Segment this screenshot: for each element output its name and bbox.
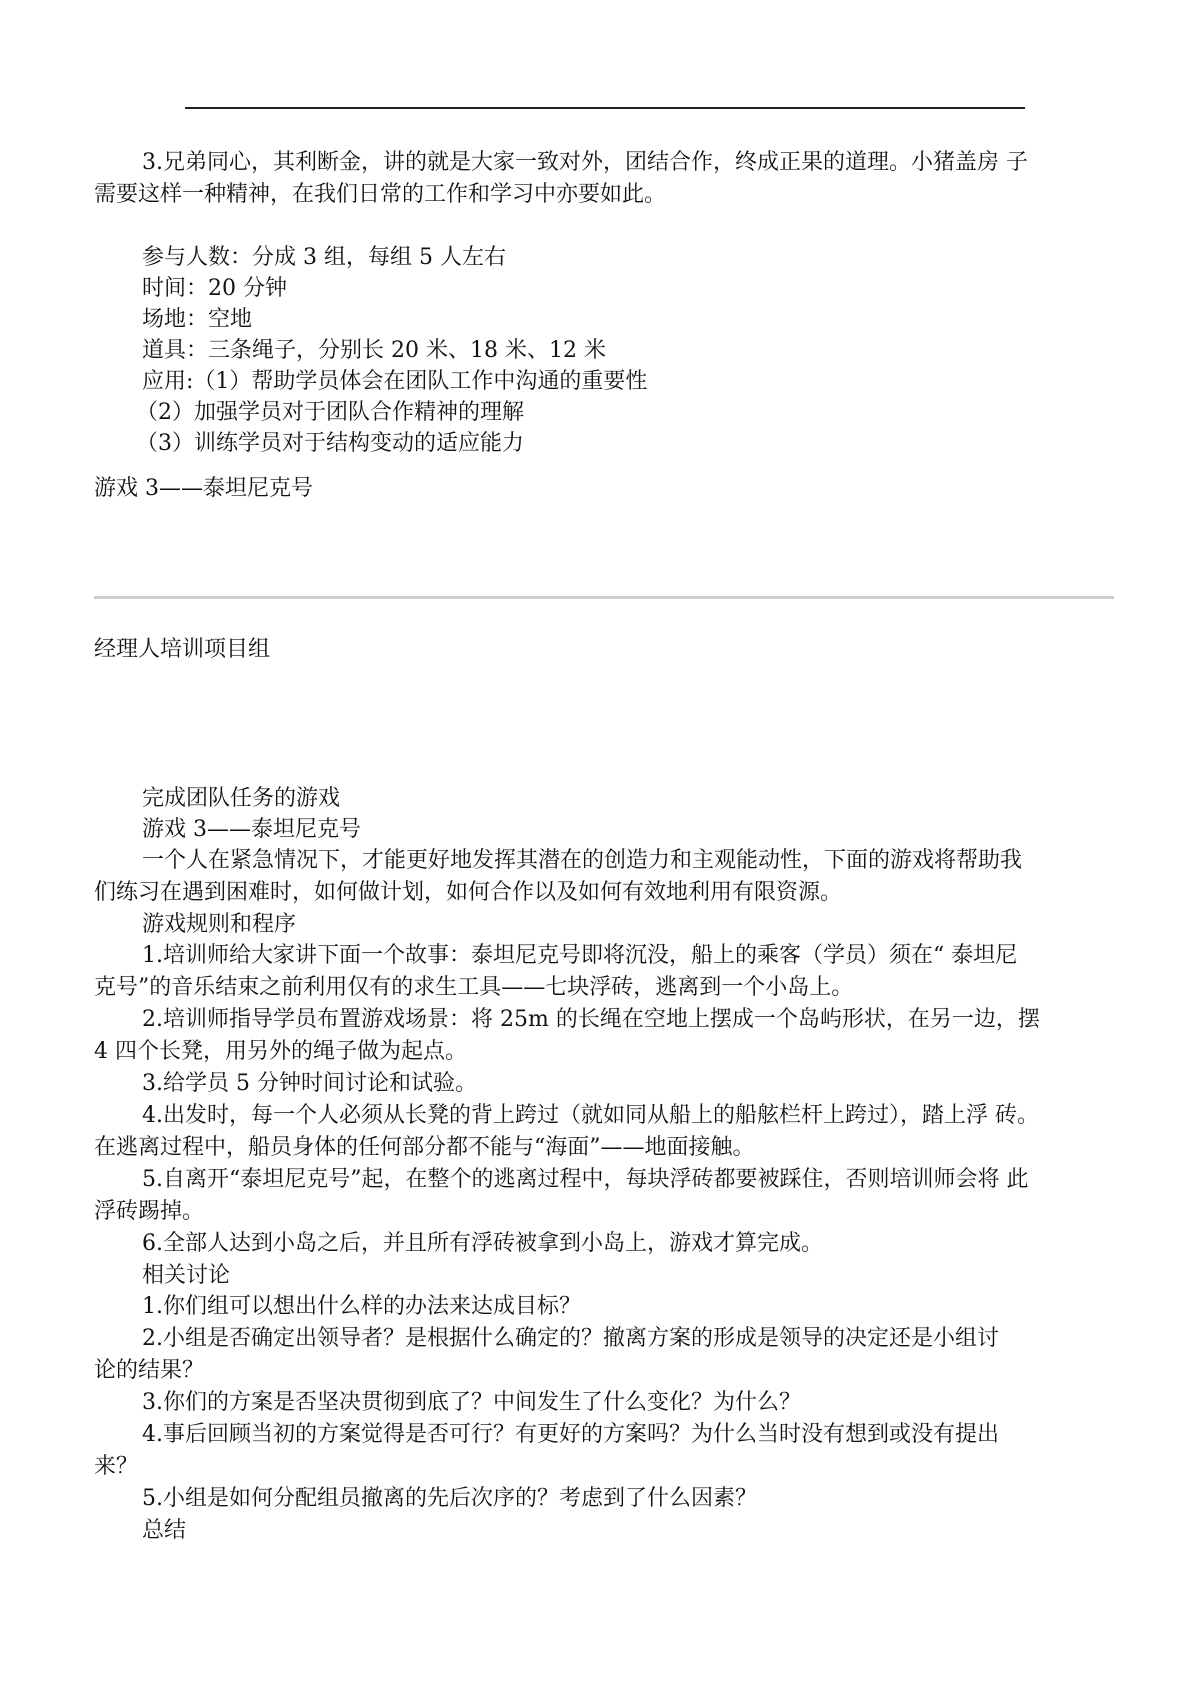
discussion-line: 4.事后回顾当初的方案觉得是否可行？有更好的方案吗？为什么当时没有想到或没有提出 [142,1422,999,1447]
discussion-line: 来？ [94,1454,139,1479]
discussion-line: 5.小组是如何分配组员撤离的先后次序的？考虑到了什么因素？ [142,1486,757,1511]
summary-heading: 总结 [142,1518,187,1543]
props-line: 道具：三条绳子，分别长 20 米、18 米、12 米 [142,338,606,363]
paragraph-line: 一个人在紧急情况下，才能更好地发挥其潜在的创造力和主观能动性，下面的游戏将帮助我 [142,848,1023,873]
rule-line: 浮砖踢掉。 [94,1199,205,1224]
header-rule [185,107,1025,109]
paragraph-line: 们练习在遇到困难时，如何做计划，如何合作以及如何有效地利用有限资源。 [94,880,843,905]
time-line: 时间：20 分钟 [142,276,287,301]
rule-line: 在逃离过程中，船员身体的任何部分都不能与“海面”——地面接触。 [94,1135,755,1160]
application-line: （2）加强学员对于团队合作精神的理解 [136,400,524,425]
rule-line: 4.出发时，每一个人必须从长凳的背上跨过（就如同从船上的船舷栏杆上跨过），踏上浮 砖。 [142,1103,1039,1128]
discussion-line: 2.小组是否确定出领导者？是根据什么确定的？撤离方案的形成是领导的决定还是小组讨 [142,1326,999,1351]
game-heading: 游戏 3——泰坦尼克号 [94,476,313,501]
rule-line: 6.全部人达到小岛之后，并且所有浮砖被拿到小岛上，游戏才算完成。 [142,1231,823,1256]
rules-heading: 游戏规则和程序 [142,912,297,937]
venue-line: 场地：空地 [142,307,253,332]
paragraph-line: 需要这样一种精神，在我们日常的工作和学习中亦要如此。 [94,182,667,207]
rule-line: 3.给学员 5 分钟时间讨论和试验。 [142,1071,477,1096]
paragraph-line: 3.兄弟同心，其利断金，讲的就是大家一致对外，团结合作，终成正果的道理。小猪盖房 子 [142,150,1028,175]
section-divider [94,596,1114,599]
rule-line: 克号”的音乐结束之前利用仅有的求生工具——七块浮砖，逃离到一个小岛上。 [94,975,854,1000]
participants-line: 参与人数：分成 3 组，每组 5 人左右 [142,245,506,270]
application-line: 应用:（1）帮助学员体会在团队工作中沟通的重要性 [142,369,648,394]
rule-line: 5.自离开“泰坦尼克号”起，在整个的逃离过程中，每块浮砖都要被踩住，否则培训师会将 此 [142,1167,1029,1192]
discussion-line: 论的结果？ [94,1358,205,1383]
rule-line: 4 四个长凳，用另外的绳子做为起点。 [94,1039,467,1064]
discussion-line: 1.你们组可以想出什么样的办法来达成目标？ [142,1294,581,1319]
game-title: 游戏 3——泰坦尼克号 [142,817,361,842]
group-name: 经理人培训项目组 [94,637,271,662]
rule-line: 2.培训师指导学员布置游戏场景：将 25m 的长绳在空地上摆成一个岛屿形状，在另一边，摆 [142,1007,1040,1032]
discussion-heading: 相关讨论 [142,1263,231,1288]
section-title: 完成团队任务的游戏 [142,786,341,811]
application-line: （3）训练学员对于结构变动的适应能力 [136,431,524,456]
rule-line: 1.培训师给大家讲下面一个故事：泰坦尼克号即将沉没，船上的乘客（学员）须在“ 泰坦尼 [142,943,1018,968]
discussion-line: 3.你们的方案是否坚决贯彻到底了？中间发生了什么变化？为什么？ [142,1390,801,1415]
